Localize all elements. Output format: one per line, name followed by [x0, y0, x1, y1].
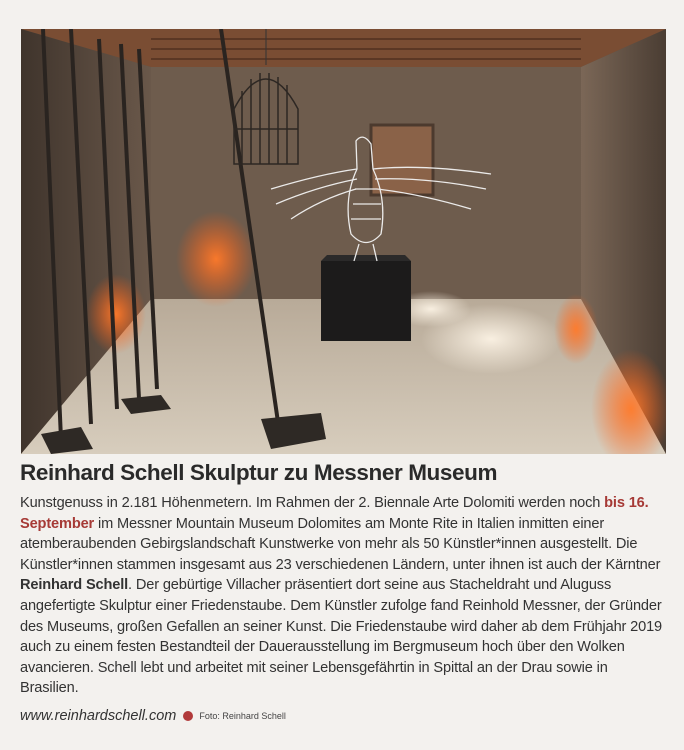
article-body: [20, 493, 668, 699]
body-middle: im Messner Mountain Museum Dolomites am Monte Rite in Italien inmitten einer atemberaubenden Gebirgslandschaft Kunstwerke von mehr als 50 Künstler*innen ausgestellt. Die Künstler*innen stammen insgesamt aus 23 verschiedenen Ländern, unter ihnen ist auch der Kärntner: [20, 515, 661, 573]
body-intro: Kunstgenuss in 2.181 Höhenmetern. Im Rahmen der 2. Biennale Arte Dolomiti werden noch: [20, 495, 605, 511]
article-footer: [20, 708, 660, 724]
photo-credit: Foto: Reinhard Schell: [199, 711, 286, 721]
article-photo: [21, 29, 666, 454]
article-headline: Reinhard Schell Skulptur zu Messner Museum: [20, 460, 498, 485]
date-highlight: bis 16. September: [20, 495, 649, 532]
artist-name: Reinhard Schell: [20, 577, 129, 594]
website-link[interactable]: www.reinhardschell.com: [20, 708, 177, 724]
body-end: . Der gebürtige Villacher präsentiert dort seine aus Stacheldraht und Aluguss angefertigte Skulptur einer Friedenstaube. Dem Künstler zufolge fand Reinhold Messner, der Gründer des Museums, großen Gefallen an seiner Kunst. Die Friedenstaube wird daher ab dem Frühjahr 2019 auch zu einem festen Bestandteil der Dauerausstellung im Bergmuseum hoch über den Wolken avancieren. Schell lebt und arbeitet mit seiner Lebensgefährtin in Spittal an der Drau sowie in Brasilien.: [20, 577, 663, 697]
bullet-dot-icon: [183, 711, 193, 721]
